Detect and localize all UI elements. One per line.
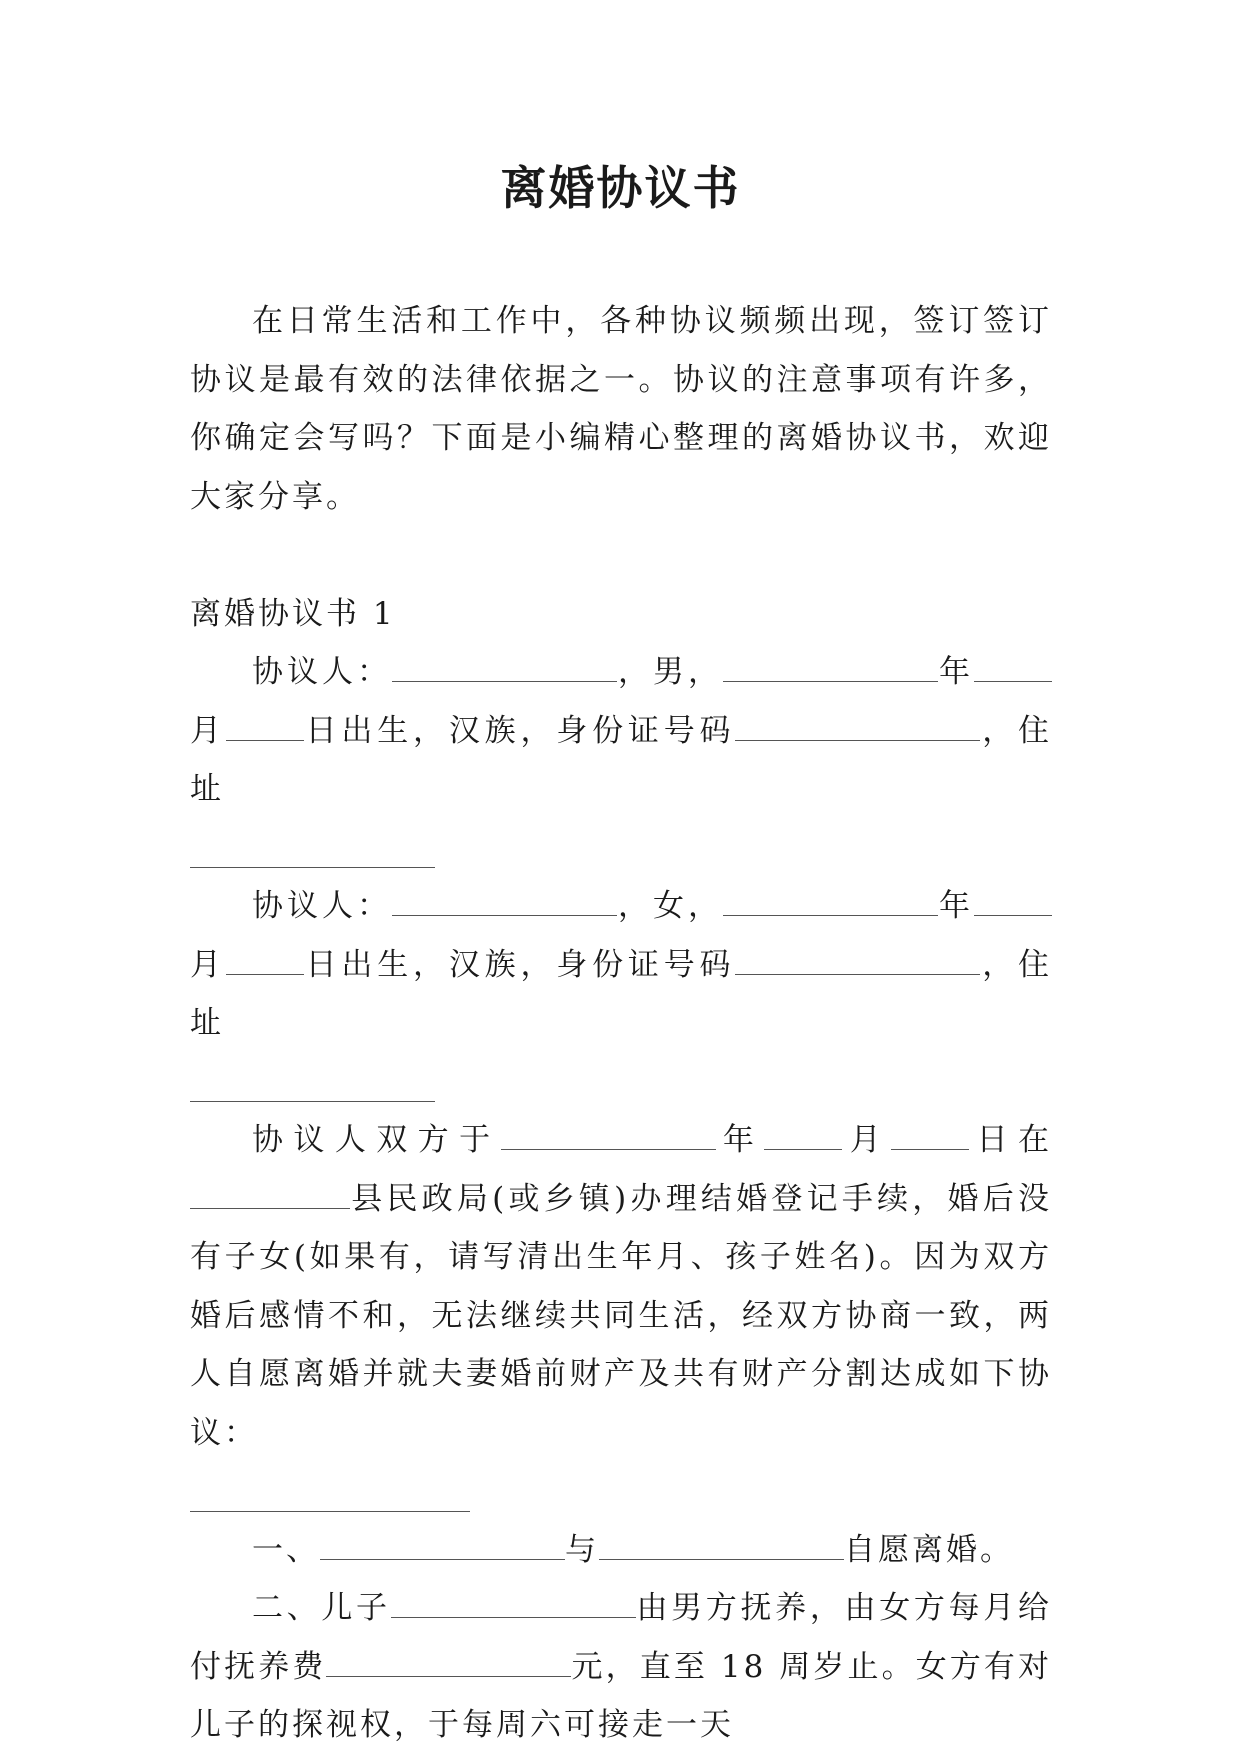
clause2-text1: 由男方抚养，由女方每月给付抚养费 xyxy=(190,1590,1052,1685)
clause2-text2: 元，直至 18 周岁止。女方有对儿子的探视权，于每周六可接走一天 xyxy=(190,1648,1053,1743)
party1-day-blank xyxy=(226,715,304,741)
party2-id-blank xyxy=(735,949,980,975)
clause1-party-a-blank xyxy=(320,1534,565,1560)
agreement-blank xyxy=(190,1486,470,1512)
party2-address-line xyxy=(190,1053,1052,1112)
agreement-blank-line xyxy=(190,1462,1052,1521)
marriage-day-blank xyxy=(891,1124,969,1150)
party1-address-blank xyxy=(190,843,435,869)
party2-address-label: ，住址 xyxy=(190,946,1052,1041)
clause2-son-blank xyxy=(391,1592,636,1618)
party2-born-text: 日出生，汉族，身份证号码 xyxy=(303,946,736,983)
marriage-paragraph xyxy=(190,1111,1052,1462)
party1-paragraph xyxy=(190,643,1052,819)
marriage-rest: 县民政局(或乡镇)办理结婚登记手续，婚后没有子女(如果有，请写清出生年月、孩子姓名)。因为双方婚后感情不和，无法继续共同生活，经双方协商一致，两人自愿离婚并就夫妻婚前财产及共有财产分割达成如下协议： xyxy=(190,1180,1052,1451)
marriage-year-blank xyxy=(501,1124,716,1150)
section-heading: 离婚协议书 1 xyxy=(190,595,396,632)
marriage-year-label: 年 xyxy=(715,1122,765,1158)
clause1-paragraph xyxy=(190,1521,1052,1580)
document-body xyxy=(190,292,1052,1755)
party2-month-label: 月 xyxy=(190,946,226,983)
marriage-month-blank xyxy=(764,1124,842,1150)
party2-day-blank xyxy=(226,949,304,975)
party1-address-label: ，住址 xyxy=(190,712,1052,807)
party2-month-blank xyxy=(974,890,1052,916)
party1-year-label: 年 xyxy=(938,654,974,690)
spacer xyxy=(190,526,1052,585)
party1-address-line xyxy=(190,819,1052,878)
document-title: 离婚协议书 xyxy=(500,161,741,215)
clause2-prefix: 二、儿子 xyxy=(252,1590,391,1626)
clause1-party-b-blank xyxy=(599,1534,844,1560)
marriage-lead: 协议人双方于 xyxy=(252,1122,501,1158)
clause2-fee-blank xyxy=(326,1651,571,1677)
marriage-month-label: 月 xyxy=(842,1122,892,1158)
party2-year-label: 年 xyxy=(938,888,974,924)
party1-born-text: 日出生，汉族，身份证号码 xyxy=(303,712,736,749)
party1-label: 协议人： xyxy=(252,654,392,690)
party2-year-blank xyxy=(723,890,938,916)
clause1-suffix: 自愿离婚。 xyxy=(844,1531,1014,1568)
party2-name-blank xyxy=(392,890,617,916)
clause1-prefix: 一、 xyxy=(252,1531,320,1568)
party1-year-blank xyxy=(723,656,938,682)
party1-id-blank xyxy=(735,715,980,741)
marriage-day-label: 日在 xyxy=(969,1122,1053,1158)
intro-paragraph: 在日常生活和工作中，各种协议频频出现，签订签订协议是最有效的法律依据之一。协议的注意事项有许多，你确定会写吗？下面是小编精心整理的离婚协议书，欢迎大家分享。 xyxy=(190,303,1052,515)
party2-gender: ，女， xyxy=(617,888,723,924)
party1-name-blank xyxy=(392,656,617,682)
party2-address-blank xyxy=(190,1077,435,1103)
clause2-paragraph xyxy=(190,1579,1052,1755)
party2-paragraph xyxy=(190,877,1052,1053)
party1-month-label: 月 xyxy=(190,712,226,749)
marriage-county-blank xyxy=(190,1183,350,1209)
party1-month-blank xyxy=(974,656,1052,682)
party1-gender: ，男， xyxy=(617,654,723,690)
clause1-middle: 与 xyxy=(565,1531,599,1568)
party2-label: 协议人： xyxy=(252,888,392,924)
